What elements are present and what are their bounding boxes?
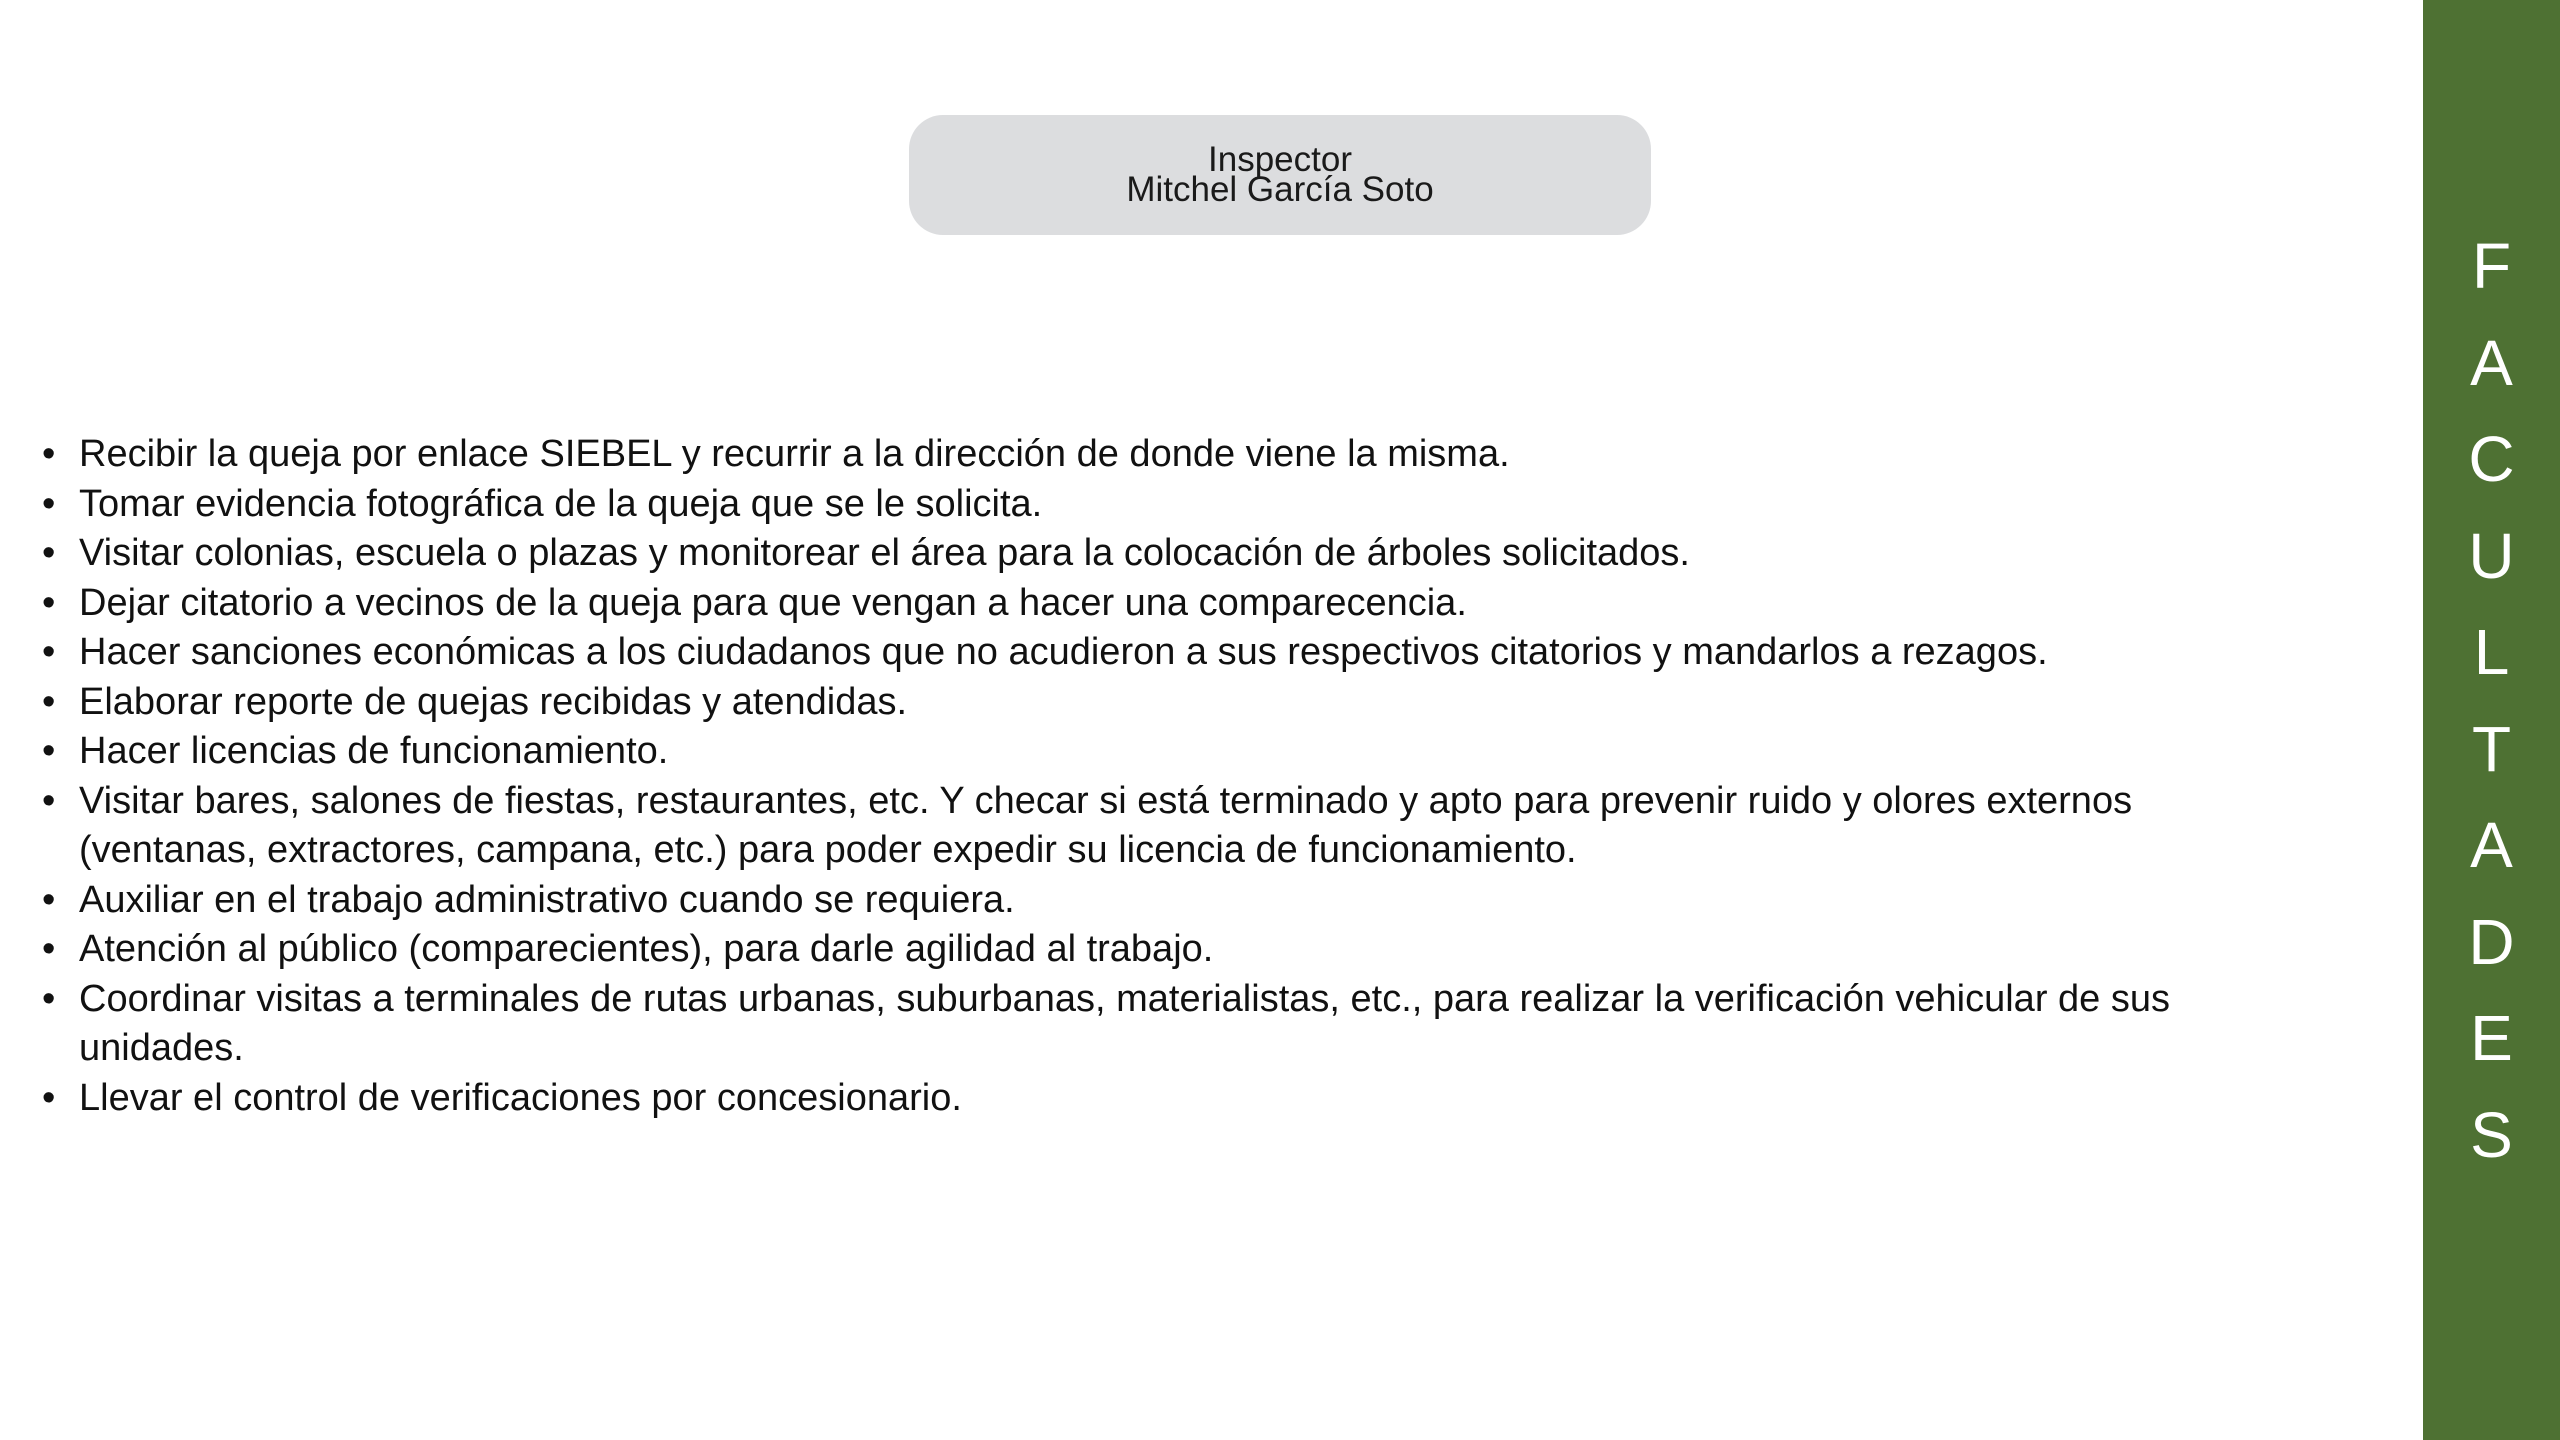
duty-item: • Atención al público (comparecientes), para darle agilidad al trabajo. [42, 925, 2242, 975]
facultades-vertical-title [2423, 218, 2560, 1183]
sidebar-letter: D [2468, 905, 2515, 978]
duty-item: • Recibir la queja por enlace SIEBEL y recurrir a la dirección de donde viene la misma. [42, 430, 2242, 480]
duty-item: • Dejar citatorio a vecinos de la queja para que vengan a hacer una comparecencia. [42, 579, 2242, 629]
duties-list [42, 430, 2242, 1123]
sidebar-letter: F [2471, 230, 2512, 302]
sidebar-letter: U [2468, 519, 2515, 592]
sidebar-letter: T [2471, 712, 2512, 785]
sidebar-letter: L [2473, 616, 2510, 688]
sidebar-letter: C [2468, 423, 2515, 495]
sidebar-letter: E [2470, 1002, 2513, 1074]
duty-item: • Tomar evidencia fotográfica de la queja que se le solicita. [42, 480, 2242, 530]
duty-item: • Elaborar reporte de quejas recibidas y atendidas. [42, 678, 2242, 728]
sidebar-letter: A [2470, 809, 2513, 881]
sidebar-letter: S [2470, 1098, 2513, 1171]
duty-item: • Coordinar visitas a terminales de rutas urbanas, suburbanas, materialistas, etc., para realizar la verificación vehicular de sus unidades. [42, 975, 2242, 1074]
duty-item: • Visitar colonias, escuela o plazas y monitorear el área para la colocación de árboles solicitados. [42, 529, 2242, 579]
sidebar-letter: A [2470, 326, 2513, 399]
duty-item: • Visitar bares, salones de fiestas, restaurantes, etc. Y checar si está terminado y apto para prevenir ruido y olores externos (ventanas, extractores, campana, etc.) para poder expedir su licencia de funcionamiento. [42, 777, 2242, 876]
inspector-title-box [909, 115, 1651, 235]
inspector-name: Mitchel García Soto [1126, 170, 1434, 209]
duty-item: • Hacer sanciones económicas a los ciudadanos que no acudieron a sus respectivos citatorios y mandarlos a rezagos. [42, 628, 2242, 678]
duty-item: • Hacer licencias de funcionamiento. [42, 727, 2242, 777]
duty-item: • Auxiliar en el trabajo administrativo cuando se requiera. [42, 876, 2242, 926]
facultades-sidebar [2423, 0, 2560, 1440]
inspector-role: Inspector [1208, 140, 1352, 179]
duty-item: • Llevar el control de verificaciones por concesionario. [42, 1074, 2242, 1124]
